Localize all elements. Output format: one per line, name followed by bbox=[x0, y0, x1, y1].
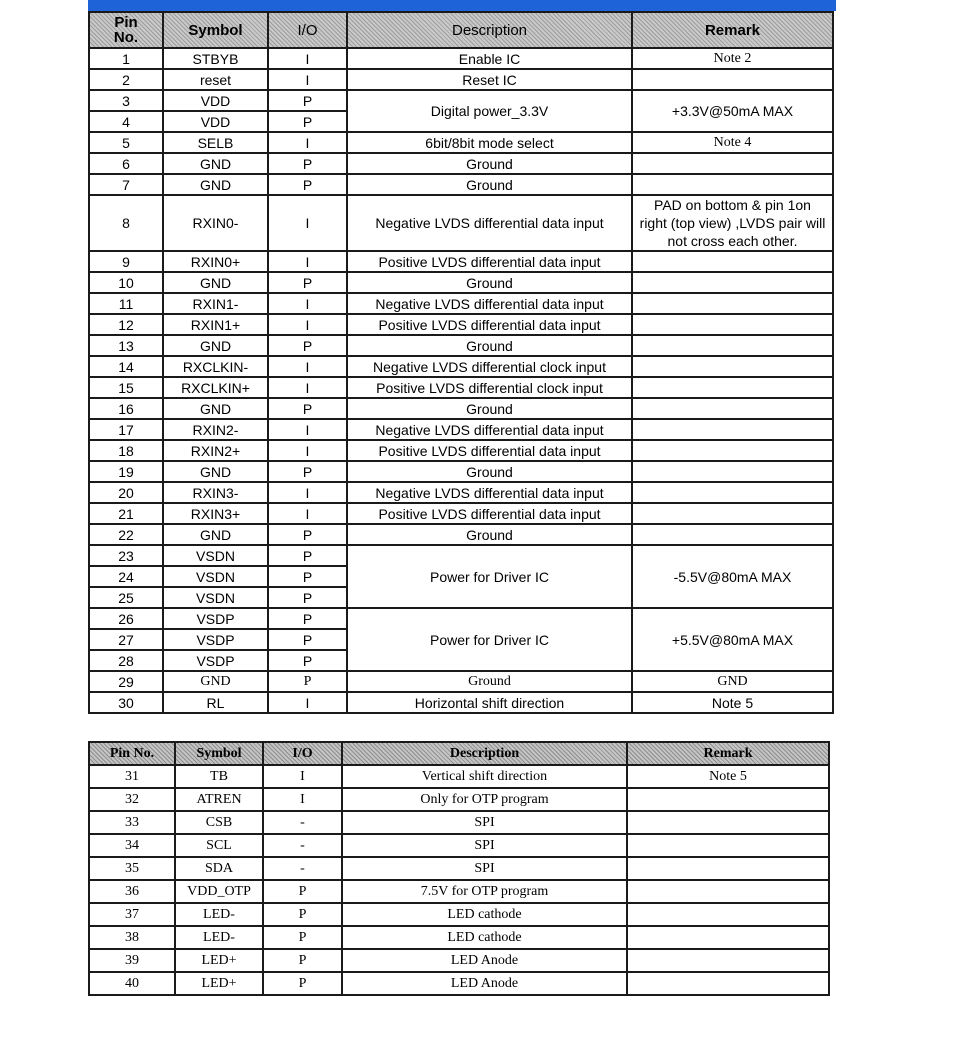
remark-cell bbox=[627, 880, 829, 903]
header-description: Description bbox=[347, 12, 632, 48]
remark-cell bbox=[632, 461, 833, 482]
pin-cell: 15 bbox=[89, 377, 163, 398]
table-row bbox=[89, 398, 833, 419]
symbol-cell: VSDP bbox=[163, 608, 268, 629]
pin-cell: 35 bbox=[89, 857, 175, 880]
symbol-cell: VSDN bbox=[163, 566, 268, 587]
io-cell: I bbox=[268, 69, 347, 90]
io-cell: P bbox=[263, 926, 342, 949]
remark-cell bbox=[632, 69, 833, 90]
description-cell: 7.5V for OTP program bbox=[342, 880, 627, 903]
table-row bbox=[89, 880, 829, 903]
header-row bbox=[89, 12, 833, 48]
description-cell: Positive LVDS differential data input bbox=[347, 503, 632, 524]
symbol-cell: VSDN bbox=[163, 587, 268, 608]
table-row bbox=[89, 903, 829, 926]
table-row bbox=[89, 293, 833, 314]
table-row bbox=[89, 377, 833, 398]
symbol-cell: LED+ bbox=[175, 949, 263, 972]
symbol-cell: VDD bbox=[163, 111, 268, 132]
remark-cell bbox=[632, 293, 833, 314]
description-cell: LED Anode bbox=[342, 972, 627, 995]
io-cell: I bbox=[268, 48, 347, 69]
symbol-cell: GND bbox=[163, 335, 268, 356]
remark-cell bbox=[632, 174, 833, 195]
remark-cell bbox=[632, 503, 833, 524]
symbol-cell: GND bbox=[163, 524, 268, 545]
pin-cell: 8 bbox=[89, 195, 163, 251]
description-cell: Ground bbox=[347, 153, 632, 174]
io-cell: I bbox=[268, 314, 347, 335]
pin-cell: 18 bbox=[89, 440, 163, 461]
io-cell: P bbox=[263, 972, 342, 995]
symbol-cell: GND bbox=[163, 153, 268, 174]
remark-cell bbox=[632, 398, 833, 419]
table-row bbox=[89, 356, 833, 377]
symbol-cell: VSDP bbox=[163, 650, 268, 671]
io-cell: - bbox=[263, 857, 342, 880]
pin-cell: 9 bbox=[89, 251, 163, 272]
table-row bbox=[89, 90, 833, 111]
symbol-cell: RXIN2+ bbox=[163, 440, 268, 461]
pin-cell: 34 bbox=[89, 834, 175, 857]
symbol-cell: CSB bbox=[175, 811, 263, 834]
pin-cell: 33 bbox=[89, 811, 175, 834]
remark-cell: Note 5 bbox=[627, 765, 829, 788]
table-row bbox=[89, 671, 833, 692]
io-cell: I bbox=[263, 765, 342, 788]
remark-cell bbox=[627, 926, 829, 949]
io-cell: P bbox=[263, 880, 342, 903]
io-cell: P bbox=[268, 566, 347, 587]
io-cell: P bbox=[268, 524, 347, 545]
symbol-cell: ATREN bbox=[175, 788, 263, 811]
pin-cell: 31 bbox=[89, 765, 175, 788]
remark-cell bbox=[632, 356, 833, 377]
pin-cell: 7 bbox=[89, 174, 163, 195]
remark-cell bbox=[627, 857, 829, 880]
pin-cell: 21 bbox=[89, 503, 163, 524]
io-cell: P bbox=[268, 174, 347, 195]
pin-cell: 29 bbox=[89, 671, 163, 692]
table-row bbox=[89, 608, 833, 629]
io-cell: P bbox=[268, 608, 347, 629]
table-row bbox=[89, 524, 833, 545]
symbol-cell: GND bbox=[163, 272, 268, 293]
description-cell: Ground bbox=[347, 671, 632, 692]
table-row bbox=[89, 251, 833, 272]
io-cell: P bbox=[268, 90, 347, 111]
table-row bbox=[89, 461, 833, 482]
io-cell: I bbox=[268, 132, 347, 153]
description-cell: LED cathode bbox=[342, 926, 627, 949]
pin-cell: 28 bbox=[89, 650, 163, 671]
io-cell: P bbox=[268, 671, 347, 692]
table-row bbox=[89, 174, 833, 195]
remark-cell bbox=[632, 419, 833, 440]
header-remark: Remark bbox=[627, 742, 829, 765]
description-cell: 6bit/8bit mode select bbox=[347, 132, 632, 153]
header-io: I/O bbox=[263, 742, 342, 765]
pin-table-2 bbox=[88, 741, 830, 996]
table-row bbox=[89, 195, 833, 251]
io-cell: P bbox=[263, 949, 342, 972]
remark-cell: Note 2 bbox=[632, 48, 833, 69]
table-row bbox=[89, 419, 833, 440]
io-cell: P bbox=[268, 272, 347, 293]
io-cell: P bbox=[268, 111, 347, 132]
header-pin-no: Pin No. bbox=[89, 12, 163, 48]
io-cell: I bbox=[268, 440, 347, 461]
symbol-cell: TB bbox=[175, 765, 263, 788]
remark-cell: +3.3V@50mA MAX bbox=[632, 90, 833, 132]
table-row bbox=[89, 972, 829, 995]
symbol-cell: RXCLKIN- bbox=[163, 356, 268, 377]
remark-cell bbox=[632, 153, 833, 174]
pin-cell: 30 bbox=[89, 692, 163, 713]
symbol-cell: LED- bbox=[175, 903, 263, 926]
description-cell: Negative LVDS differential clock input bbox=[347, 356, 632, 377]
io-cell: P bbox=[268, 461, 347, 482]
io-cell: P bbox=[268, 545, 347, 566]
table-row bbox=[89, 692, 833, 713]
remark-cell bbox=[627, 903, 829, 926]
pin-table-1 bbox=[88, 11, 834, 714]
table-row bbox=[89, 48, 833, 69]
remark-cell bbox=[632, 251, 833, 272]
description-cell: Enable IC bbox=[347, 48, 632, 69]
symbol-cell: SDA bbox=[175, 857, 263, 880]
description-cell: Horizontal shift direction bbox=[347, 692, 632, 713]
symbol-cell: VSDP bbox=[163, 629, 268, 650]
pin-cell: 3 bbox=[89, 90, 163, 111]
description-cell: Vertical shift direction bbox=[342, 765, 627, 788]
pin-cell: 4 bbox=[89, 111, 163, 132]
description-cell: SPI bbox=[342, 811, 627, 834]
description-cell: Ground bbox=[347, 461, 632, 482]
symbol-cell: RXIN3- bbox=[163, 482, 268, 503]
symbol-cell: RXIN1- bbox=[163, 293, 268, 314]
io-cell: P bbox=[268, 335, 347, 356]
header-symbol: Symbol bbox=[163, 12, 268, 48]
header-description: Description bbox=[342, 742, 627, 765]
description-cell: Ground bbox=[347, 524, 632, 545]
remark-cell bbox=[627, 834, 829, 857]
table-row bbox=[89, 272, 833, 293]
remark-cell bbox=[632, 440, 833, 461]
io-cell: I bbox=[268, 419, 347, 440]
remark-cell: +5.5V@80mA MAX bbox=[632, 608, 833, 671]
symbol-cell: VDD_OTP bbox=[175, 880, 263, 903]
table-row bbox=[89, 545, 833, 566]
table-row bbox=[89, 949, 829, 972]
description-cell: Reset IC bbox=[347, 69, 632, 90]
symbol-cell: LED- bbox=[175, 926, 263, 949]
symbol-cell: GND bbox=[163, 671, 268, 692]
symbol-cell: RXIN0+ bbox=[163, 251, 268, 272]
table-row bbox=[89, 857, 829, 880]
symbol-cell: VSDN bbox=[163, 545, 268, 566]
remark-cell bbox=[627, 811, 829, 834]
pin-cell: 22 bbox=[89, 524, 163, 545]
symbol-cell: GND bbox=[163, 398, 268, 419]
table-row bbox=[89, 440, 833, 461]
remark-cell bbox=[632, 272, 833, 293]
io-cell: P bbox=[268, 153, 347, 174]
remark-cell bbox=[632, 314, 833, 335]
io-cell: - bbox=[263, 834, 342, 857]
io-cell: I bbox=[268, 293, 347, 314]
remark-cell bbox=[632, 335, 833, 356]
symbol-cell: GND bbox=[163, 461, 268, 482]
table-row bbox=[89, 503, 833, 524]
remark-cell bbox=[632, 377, 833, 398]
symbol-cell: VDD bbox=[163, 90, 268, 111]
description-cell: Ground bbox=[347, 398, 632, 419]
pin-cell: 24 bbox=[89, 566, 163, 587]
pin-cell: 20 bbox=[89, 482, 163, 503]
symbol-cell: RXIN0- bbox=[163, 195, 268, 251]
symbol-cell: RXIN3+ bbox=[163, 503, 268, 524]
pin-cell: 23 bbox=[89, 545, 163, 566]
symbol-cell: LED+ bbox=[175, 972, 263, 995]
pin-cell: 25 bbox=[89, 587, 163, 608]
remark-cell bbox=[632, 482, 833, 503]
io-cell: I bbox=[268, 251, 347, 272]
table-row bbox=[89, 811, 829, 834]
io-cell: I bbox=[268, 356, 347, 377]
pin-cell: 27 bbox=[89, 629, 163, 650]
io-cell: P bbox=[263, 903, 342, 926]
symbol-cell: RL bbox=[163, 692, 268, 713]
pin-cell: 12 bbox=[89, 314, 163, 335]
pin-cell: 32 bbox=[89, 788, 175, 811]
description-cell: Negative LVDS differential data input bbox=[347, 419, 632, 440]
description-cell: SPI bbox=[342, 857, 627, 880]
io-cell: I bbox=[268, 692, 347, 713]
header-pin-no: Pin No. bbox=[89, 742, 175, 765]
table-row bbox=[89, 132, 833, 153]
pin-cell: 37 bbox=[89, 903, 175, 926]
header-symbol: Symbol bbox=[175, 742, 263, 765]
table-row bbox=[89, 153, 833, 174]
table-row bbox=[89, 765, 829, 788]
description-cell: Ground bbox=[347, 272, 632, 293]
io-cell: P bbox=[268, 587, 347, 608]
pin-cell: 19 bbox=[89, 461, 163, 482]
description-cell: Positive LVDS differential data input bbox=[347, 440, 632, 461]
description-cell: Only for OTP program bbox=[342, 788, 627, 811]
pin-cell: 38 bbox=[89, 926, 175, 949]
remark-cell: GND bbox=[632, 671, 833, 692]
header-row bbox=[89, 742, 829, 765]
remark-cell: -5.5V@80mA MAX bbox=[632, 545, 833, 608]
symbol-cell: SELB bbox=[163, 132, 268, 153]
pin-cell: 17 bbox=[89, 419, 163, 440]
remark-cell bbox=[627, 972, 829, 995]
symbol-cell: reset bbox=[163, 69, 268, 90]
description-cell: Ground bbox=[347, 174, 632, 195]
symbol-cell: RXCLKIN+ bbox=[163, 377, 268, 398]
remark-cell: PAD on bottom & pin 1on right (top view) ,LVDS pair will not cross each other. bbox=[632, 195, 833, 251]
header-io: I/O bbox=[268, 12, 347, 48]
pin-cell: 36 bbox=[89, 880, 175, 903]
remark-cell bbox=[632, 524, 833, 545]
symbol-cell: RXIN2- bbox=[163, 419, 268, 440]
io-cell: P bbox=[268, 398, 347, 419]
table-row bbox=[89, 482, 833, 503]
io-cell: P bbox=[268, 650, 347, 671]
remark-cell: Note 4 bbox=[632, 132, 833, 153]
description-cell: LED cathode bbox=[342, 903, 627, 926]
pin-cell: 5 bbox=[89, 132, 163, 153]
header-remark: Remark bbox=[632, 12, 833, 48]
pin-cell: 11 bbox=[89, 293, 163, 314]
remark-cell bbox=[627, 949, 829, 972]
pin-cell: 2 bbox=[89, 69, 163, 90]
table-row bbox=[89, 926, 829, 949]
table-row bbox=[89, 788, 829, 811]
description-cell: Negative LVDS differential data input bbox=[347, 482, 632, 503]
io-cell: - bbox=[263, 811, 342, 834]
io-cell: I bbox=[268, 503, 347, 524]
table-row bbox=[89, 69, 833, 90]
remark-cell: Note 5 bbox=[632, 692, 833, 713]
description-cell: Digital power_3.3V bbox=[347, 90, 632, 132]
remark-cell bbox=[627, 788, 829, 811]
symbol-cell: GND bbox=[163, 174, 268, 195]
io-cell: I bbox=[268, 482, 347, 503]
top-blue-bar bbox=[88, 0, 836, 11]
pin-cell: 26 bbox=[89, 608, 163, 629]
table-row bbox=[89, 314, 833, 335]
description-cell: Power for Driver IC bbox=[347, 545, 632, 608]
pin-cell: 6 bbox=[89, 153, 163, 174]
description-cell: Negative LVDS differential data input bbox=[347, 293, 632, 314]
description-cell: Positive LVDS differential clock input bbox=[347, 377, 632, 398]
symbol-cell: SCL bbox=[175, 834, 263, 857]
symbol-cell: RXIN1+ bbox=[163, 314, 268, 335]
description-cell: Power for Driver IC bbox=[347, 608, 632, 671]
description-cell: Positive LVDS differential data input bbox=[347, 251, 632, 272]
table-row bbox=[89, 335, 833, 356]
pin-cell: 14 bbox=[89, 356, 163, 377]
io-cell: I bbox=[263, 788, 342, 811]
pin-cell: 10 bbox=[89, 272, 163, 293]
description-cell: Ground bbox=[347, 335, 632, 356]
description-cell: SPI bbox=[342, 834, 627, 857]
pin-cell: 16 bbox=[89, 398, 163, 419]
io-cell: I bbox=[268, 377, 347, 398]
description-cell: Positive LVDS differential data input bbox=[347, 314, 632, 335]
symbol-cell: STBYB bbox=[163, 48, 268, 69]
pin-cell: 39 bbox=[89, 949, 175, 972]
pin-cell: 40 bbox=[89, 972, 175, 995]
pin-cell: 13 bbox=[89, 335, 163, 356]
description-cell: LED Anode bbox=[342, 949, 627, 972]
description-cell: Negative LVDS differential data input bbox=[347, 195, 632, 251]
table-row bbox=[89, 834, 829, 857]
pin-cell: 1 bbox=[89, 48, 163, 69]
io-cell: P bbox=[268, 629, 347, 650]
io-cell: I bbox=[268, 195, 347, 251]
